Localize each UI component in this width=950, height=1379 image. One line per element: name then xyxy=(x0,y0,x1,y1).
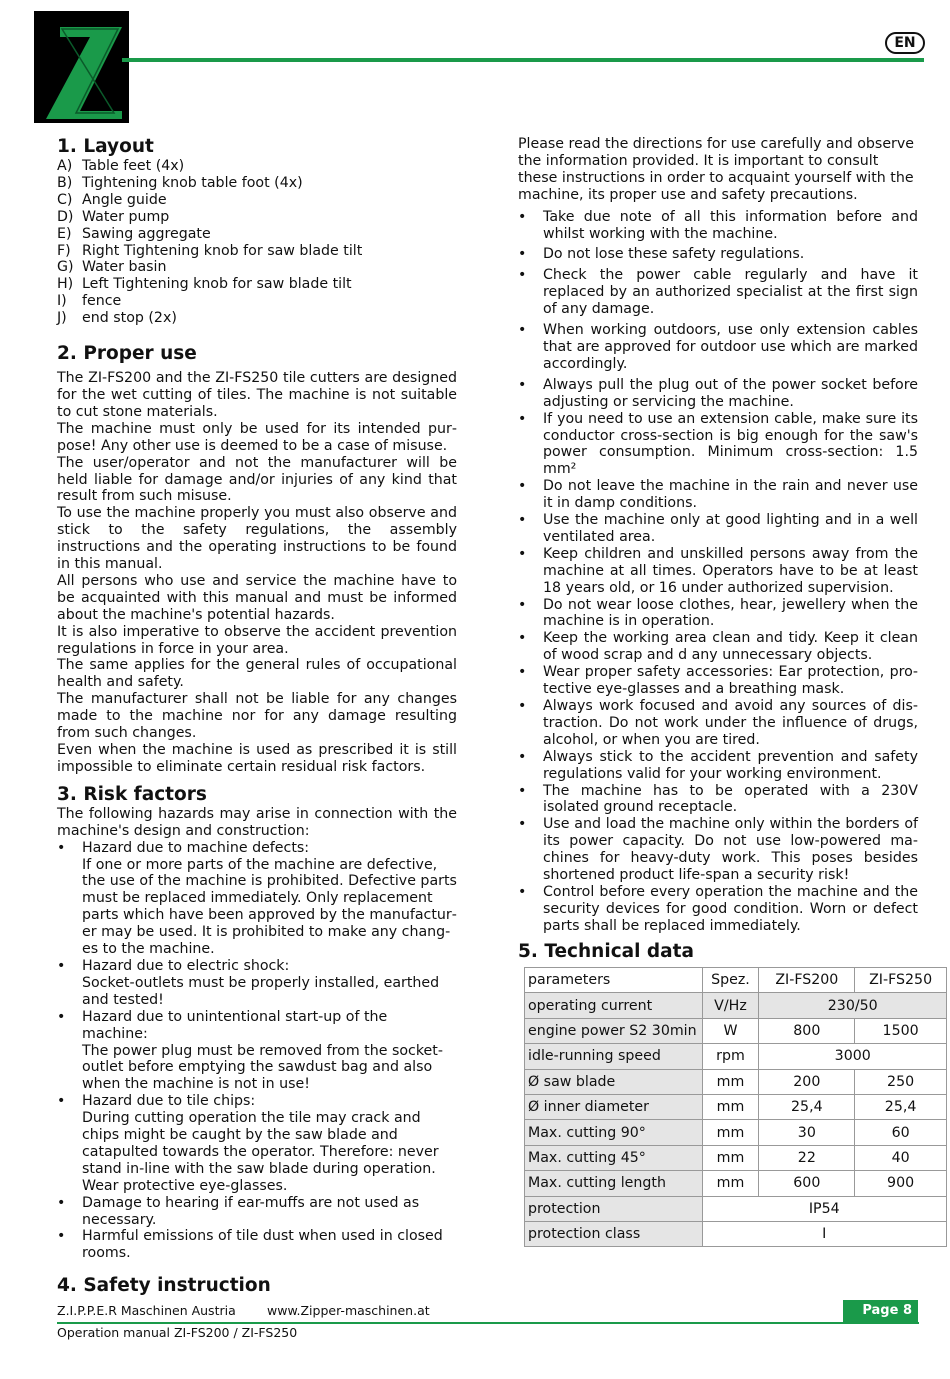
table-row: idle-running speed rpm 3000 xyxy=(525,1044,947,1069)
list-item: • Hazard due to tile chips: During cutting operation the tile may crack and chips might be caught by the saw blade and catapulted towards the operator. Therefore: never stand in-line with the saw blade during operation. Wear protective eye-glasses. xyxy=(57,1093,439,1194)
list-item: • Use and load the machine only within the borders of its power capacity. Do not use low-powered machines for heavy-duty work. This poses besides shortened product life-span a security risk! xyxy=(518,816,918,884)
layout-heading: 1. Layout xyxy=(57,136,154,157)
footer-company: Z.I.P.P.E.R Maschinen Austria xyxy=(57,1303,236,1318)
technical-data-table xyxy=(524,967,947,1247)
bullet-icon: • xyxy=(57,1008,66,1025)
language-badge: EN xyxy=(885,32,925,54)
bullet-icon: • xyxy=(518,748,527,765)
bullet-icon: • xyxy=(518,630,527,647)
paragraph: To use the machine properly you must also observe and stick to the safety regulations, the assembly instructions and the operating instructions to be found in this manual. xyxy=(57,505,457,573)
bullet-icon: • xyxy=(57,957,66,974)
list-item: • Do not wear loose clothes, hear, jewellery when the machine is in operation. xyxy=(518,596,918,630)
bullet-icon: • xyxy=(518,208,527,225)
paragraph: The machine must only be used for its intended purpose! Any other use is deemed to be a case of misuse. xyxy=(57,420,457,454)
list-item: C) Angle guide xyxy=(57,191,167,208)
layout-list xyxy=(57,158,457,327)
zipper-logo xyxy=(34,11,129,123)
header-rule xyxy=(122,58,924,62)
bullet-icon: • xyxy=(518,883,527,900)
bullet-icon: • xyxy=(518,410,527,427)
paragraph: All persons who use and service the machine have to be acquainted with this manual and must be informed about the machine's potential hazards. xyxy=(57,572,457,623)
bullet-icon: • xyxy=(57,1093,66,1110)
bullet-icon: • xyxy=(518,376,527,393)
list-item: • Do not leave the machine in the rain and never use it in damp conditions. xyxy=(518,478,918,512)
table-row: engine power S2 30min W 800 1500 xyxy=(525,1018,947,1043)
list-item: • Wear proper safety accessories: Ear protection, protective eye-glasses and a breathing mask. xyxy=(518,664,918,698)
paragraph: Even when the machine is used as prescribed it is still impossible to eliminate certain residual risk factors. xyxy=(57,742,457,775)
paragraph: The same applies for the general rules of occupational health and safety. xyxy=(57,657,457,691)
list-item: • Take due note of all this information before and whilst working with the machine. xyxy=(518,208,918,242)
table-row: Max. cutting length mm 600 900 xyxy=(525,1171,947,1196)
bullet-icon: • xyxy=(57,839,66,856)
left-column xyxy=(57,136,457,1297)
page-number-badge: Page 8 xyxy=(843,1300,918,1322)
bullet-icon: • xyxy=(518,816,527,833)
paragraph: The manufacturer shall not be liable for any changes made to the machine nor for any damage resulting from such changes. xyxy=(57,691,457,742)
list-item: H) Left Tightening knob for saw blade tilt xyxy=(57,276,352,293)
bullet-icon: • xyxy=(518,322,527,339)
bullet-icon: • xyxy=(518,698,527,714)
list-item: I) fence xyxy=(57,293,122,310)
footer-url[interactable]: www.Zipper-maschinen.at xyxy=(267,1303,430,1318)
paragraph: The ZI-FS200 and the ZI-FS250 tile cutters are designed for the wet cutting of tiles. The machine is not suitable to cut stone materials. xyxy=(57,370,457,420)
table-row: Ø inner diameter mm 25,4 25,4 xyxy=(525,1094,947,1119)
list-item: • Damage to hearing if ear-muffs are not used as necessary. xyxy=(57,1194,420,1228)
list-item: • Hazard due to unintentional start-up of the machine: The power plug must be removed from the socket-outlet before emptying the sawdust bag and also when the machine is not in use! xyxy=(57,1008,443,1093)
technical-data-heading: 5. Technical data xyxy=(518,941,694,962)
list-item: • Control before every operation the machine and the security devices for good condition. Worn or defect parts shall be replaced immediately. xyxy=(518,883,918,934)
table-header-cell: parameters xyxy=(525,968,703,993)
list-item: • Always stick to the accident prevention and safety regulations valid for your working environment. xyxy=(518,748,918,782)
list-item: • Harmful emissions of tile dust when used in closed rooms. xyxy=(57,1228,443,1262)
list-item: • The machine has to be operated with a 230V isolated ground receptacle. xyxy=(518,782,918,816)
proper-use-heading: 2. Proper use xyxy=(57,343,197,365)
bullet-icon: • xyxy=(518,478,527,495)
list-item: • Do not lose these safety regulations. xyxy=(518,246,805,263)
bullet-icon: • xyxy=(57,1228,66,1245)
table-header-cell: Spez. xyxy=(702,968,759,993)
table-header-row xyxy=(525,968,947,993)
list-item: • Keep children and unskilled persons away from the machine at all times. Operators have to be at least 18 years old, or 16 under authorized supervision. xyxy=(518,545,918,596)
safety-intro: Please read the directions for use carefully and observe the information provided. It is important to consult these instructions in order to acquaint yourself with the machine, its proper use and safety precautions. xyxy=(518,136,915,203)
table-row: Ø saw blade mm 200 250 xyxy=(525,1069,947,1094)
table-header-cell: ZI-FS200 xyxy=(759,968,855,993)
bullet-icon: • xyxy=(518,596,527,613)
paragraph: The user/operator and not the manufacturer will be held liable for damage and/or injuries of any kind that result from such misuse. xyxy=(57,454,457,505)
list-item: E) Sawing aggregate xyxy=(57,225,211,242)
table-row: operating current V/Hz 230/50 xyxy=(525,993,947,1018)
table-row: protection IP54 xyxy=(525,1196,947,1221)
list-item: A) Table feet (4x) xyxy=(57,158,185,174)
table-header-cell: ZI-FS250 xyxy=(855,968,947,993)
list-item: B) Tightening knob table foot (4x) xyxy=(57,174,303,191)
list-item: • Use the machine only at good lighting and in a well ventilated area. xyxy=(518,512,918,545)
list-item: F) Right Tightening knob for saw blade tilt xyxy=(57,242,363,259)
bullet-icon: • xyxy=(57,1194,66,1211)
bullet-icon: • xyxy=(518,267,527,284)
table-row: Max. cutting 45° mm 22 40 xyxy=(525,1145,947,1170)
list-item: • Always work focused and avoid any sources of distraction. Do not work under the influence of drugs, alcohol, or when you are tired. xyxy=(518,698,918,748)
footer-manual-title: Operation manual ZI-FS200 / ZI-FS250 xyxy=(57,1325,298,1340)
list-item: • Hazard due to machine defects: If one or more parts of the machine are defective, the use of the machine is prohibited. Defective parts must be replaced immediately. Only replacement parts which have been approved by the manufacturer may be used. It is prohibited to make any changes to the machine. xyxy=(57,839,457,958)
list-item: • Keep the working area clean and tidy. Keep it clean of wood scrap and d any unnecessary objects. xyxy=(518,630,918,664)
list-item: • Always pull the plug out of the power socket before adjusting or servicing the machine. xyxy=(518,376,918,410)
proper-use-text xyxy=(57,370,457,776)
table-row: Max. cutting 90° mm 30 60 xyxy=(525,1120,947,1145)
bullet-icon: • xyxy=(518,664,527,681)
list-item: D) Water pump xyxy=(57,208,170,225)
risk-factors-heading: 3. Risk factors xyxy=(57,783,207,805)
paragraph: It is also imperative to observe the accident prevention regulations in force in your area. xyxy=(57,623,457,657)
list-item: • Check the power cable regularly and have it replaced by an authorized specialist at the first sign of any damage. xyxy=(518,267,918,318)
risk-intro: The following hazards may arise in connection with the machine's design and construction: xyxy=(57,805,457,839)
footer-rule xyxy=(57,1322,919,1324)
list-item: • Hazard due to electric shock: Socket-outlets must be properly installed, earthed and tested! xyxy=(57,957,440,1008)
list-item: • When working outdoors, use only extension cables that are approved for outdoor use which are marked accordingly. xyxy=(518,322,918,372)
bullet-icon: • xyxy=(518,512,527,529)
bullet-icon: • xyxy=(518,545,527,562)
table-row: protection class I xyxy=(525,1221,947,1246)
list-item: J) end stop (2x) xyxy=(57,310,177,327)
safety-instruction-heading: 4. Safety instruction xyxy=(57,1275,271,1297)
bullet-icon: • xyxy=(518,246,527,263)
list-item: G) Water basin xyxy=(57,259,167,276)
right-column xyxy=(518,136,918,935)
safety-list xyxy=(518,209,918,935)
bullet-icon: • xyxy=(518,782,527,799)
risk-list xyxy=(57,840,457,1263)
list-item: • If you need to use an extension cable, make sure its conductor cross-section is big enough for the saw's power consumption. Minimum cross-section: 1.5 mm² xyxy=(518,410,918,478)
